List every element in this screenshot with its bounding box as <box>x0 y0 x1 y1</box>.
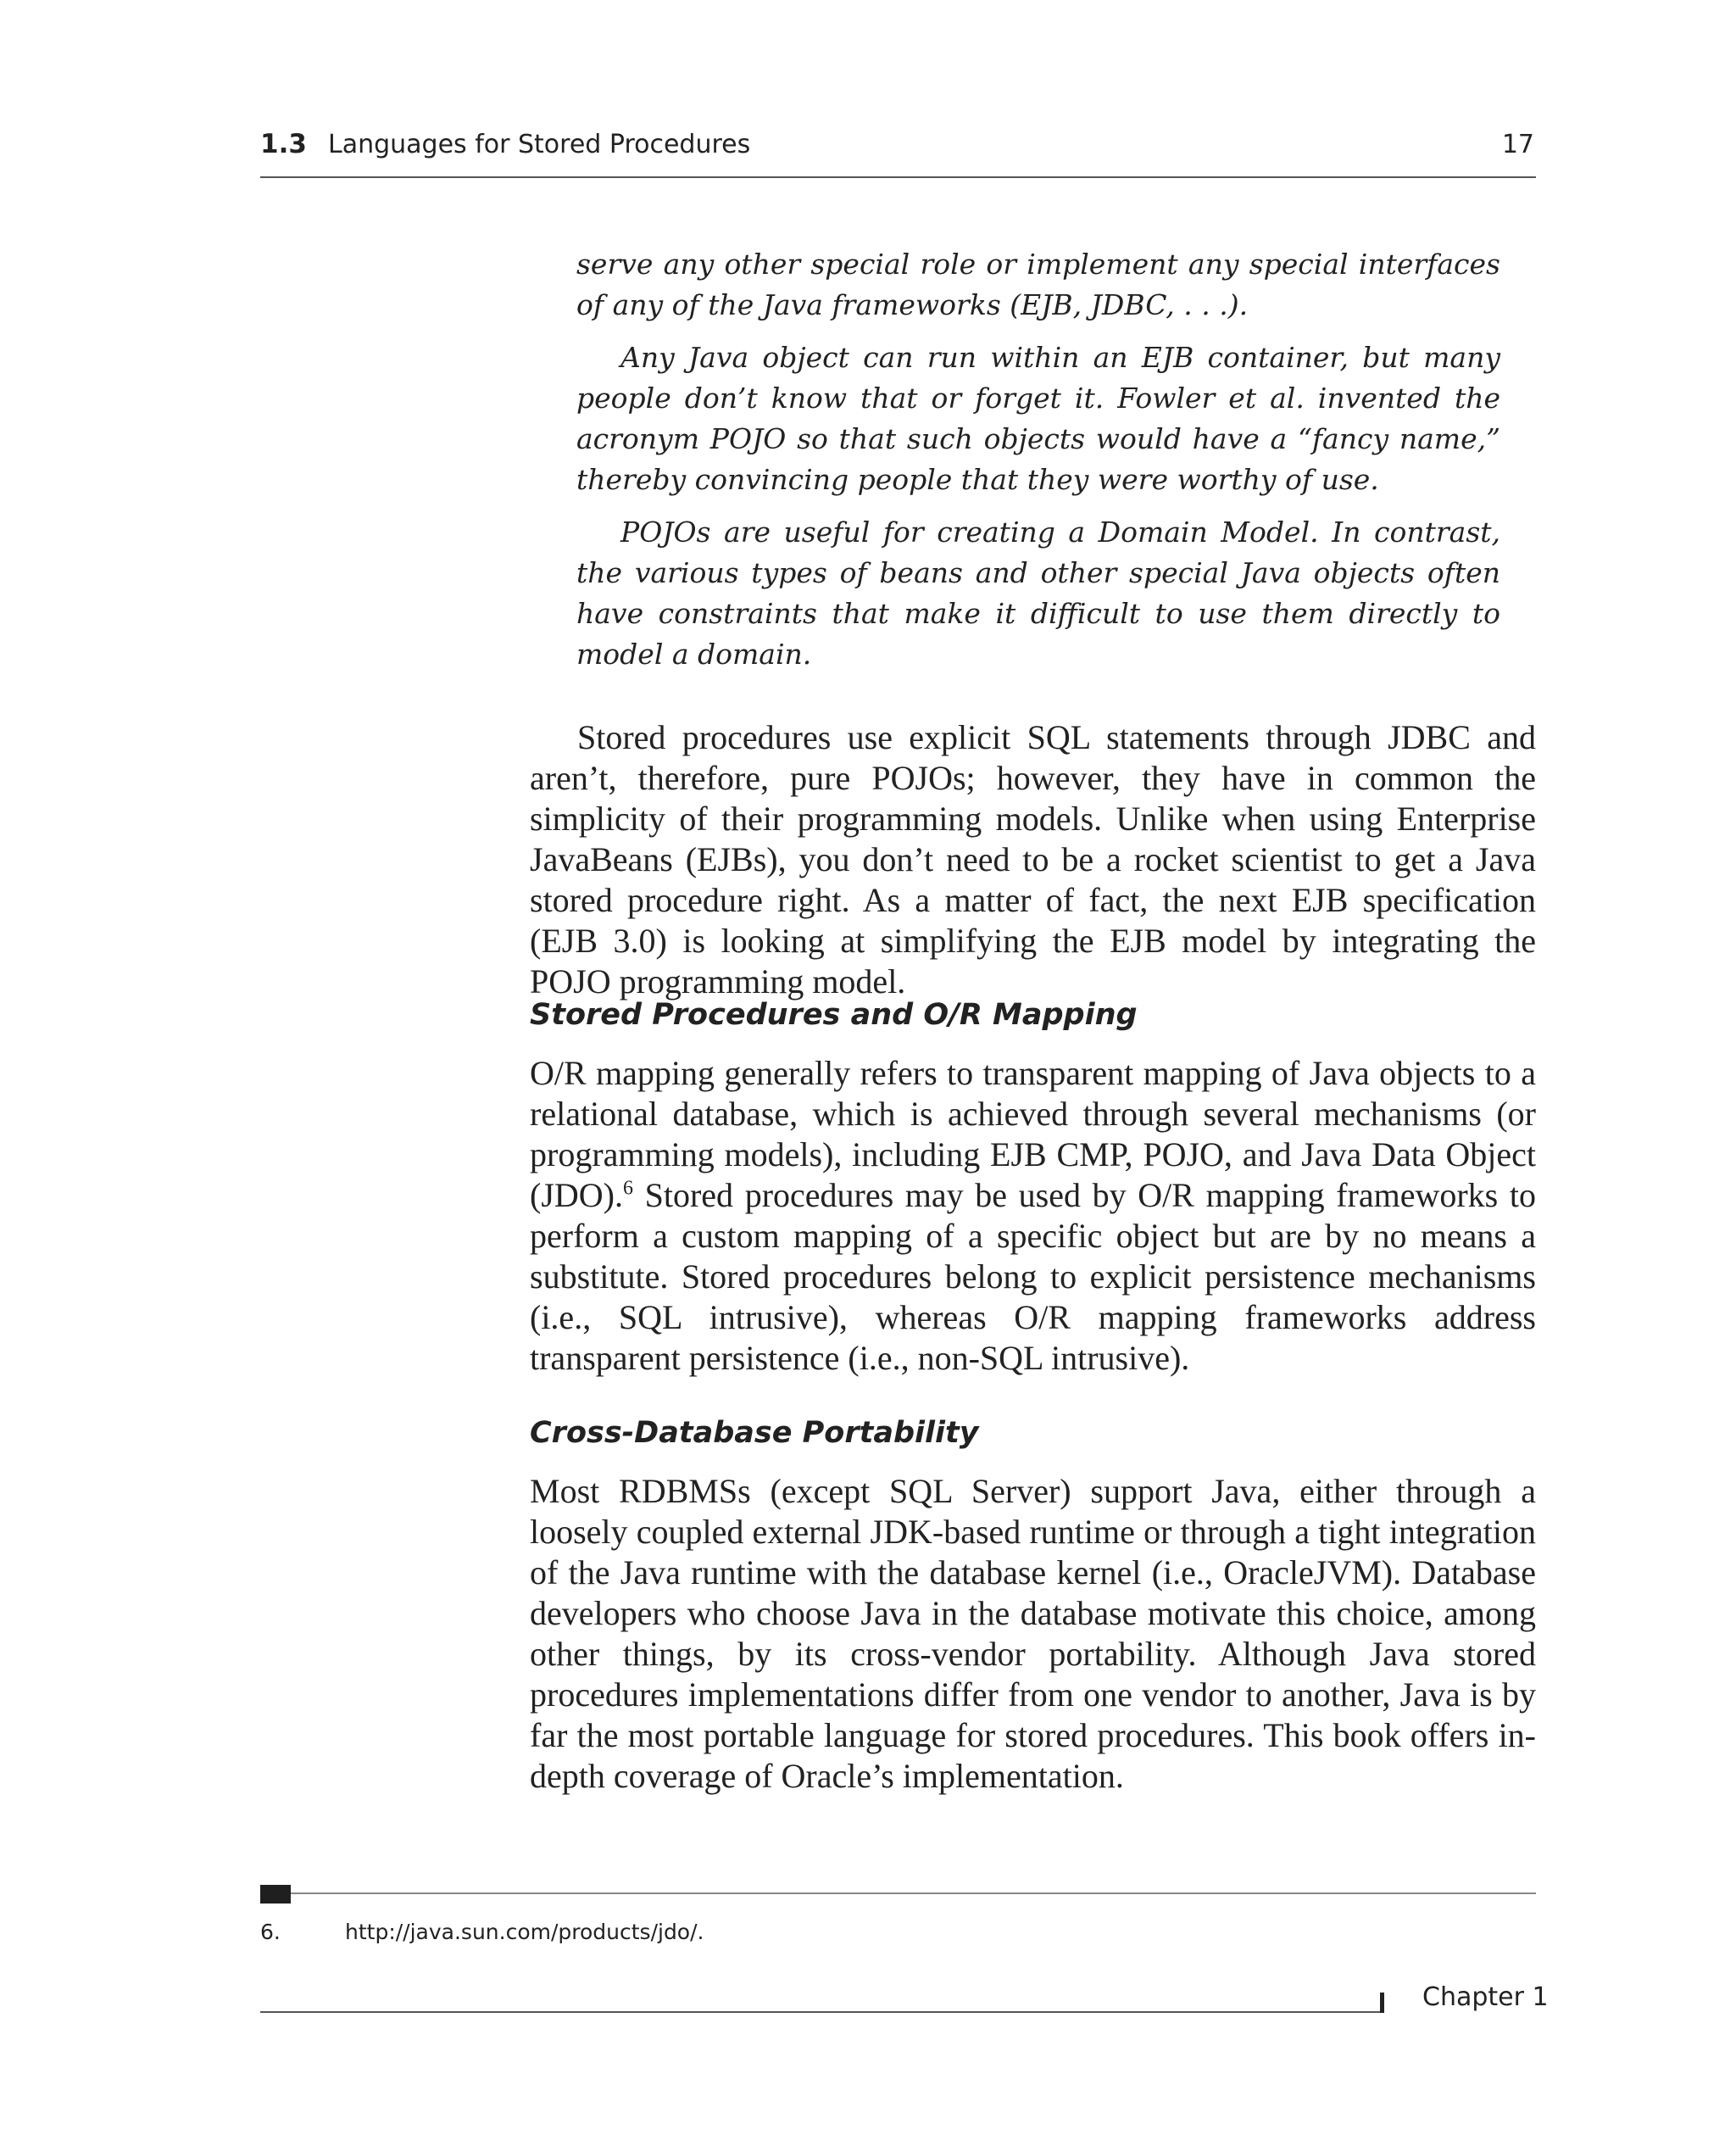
body-paragraph-3-block <box>530 1471 1536 1797</box>
footnote-url: http://java.sun.com/products/jdo/. <box>345 1920 704 1944</box>
body-paragraph-1: Stored procedures use explicit SQL statements through JDBC and aren’t, therefore, pure POJOs; however, they have in common the simplicity of their programming models. Unlike when using Enterprise JavaBeans (EJBs), you don’t need to be a rocket scientist to get a Java stored procedure right. As a matter of fact, the next EJB specification (EJB 3.0) is looking at simplifying the EJB model by integrating the POJO programming model. <box>530 718 1536 1001</box>
body-paragraph-2-block <box>530 1053 1536 1379</box>
quote-paragraph-3: POJOs are useful for creating a Domain Model. In contrast, the various types of beans and other special Java objects often have constraints that make it difficult to use them directly to model a domain. <box>576 516 1500 671</box>
body-paragraph-2-part-a: O/R mapping generally refers to transparent mapping of Java objects to a relational database, which is achieved through several mechanisms (or programming models), including EJB CMP, POJO, and Java Data Object (JDO). <box>530 1054 1536 1214</box>
section-title: Languages for Stored Procedures <box>328 130 751 159</box>
quote-paragraph-1: serve any other special role or implement any special interfaces of any of the Java frameworks (EJB, JDBC, . . .). <box>576 248 1500 321</box>
footnote-number: 6. <box>260 1920 281 1944</box>
footnote-rule <box>291 1892 1536 1894</box>
section-number: 1.3 <box>260 129 307 159</box>
body-paragraph-2-part-b: Stored procedures may be used by O/R mapping frameworks to perform a custom mapping of a specific object but are by no means a substitute. Stored procedures belong to explicit persistence mechanisms (i.e., SQL intrusive), whereas O/R mapping frameworks address transparent persistence (i.e., non-SQL intrusive). <box>530 1176 1536 1377</box>
heading-portability: Cross-Database Portability <box>530 1416 979 1450</box>
body-paragraph-3: Most RDBMSs (except SQL Server) support Java, either through a loosely coupled external JDK-based runtime or through a tight integration of the Java runtime with the database kernel (i.e., OracleJVM). Database developers who choose Java in the database motivate this choice, among other things, by its cross-vendor portability. Although Java stored procedures implementations differ from one vendor to another, Java is by far the most portable language for stored procedures. This book offers in-depth coverage of Oracle’s implementation. <box>530 1472 1536 1795</box>
footnote-marker-block <box>260 1885 291 1904</box>
body-paragraph-2 <box>530 1053 1536 1379</box>
running-header <box>260 129 1536 178</box>
footnote-ref-6: 6 <box>622 1177 633 1200</box>
footer-divider <box>1380 1993 1384 2013</box>
body-paragraph-1-block <box>530 717 1536 1002</box>
pojo-quote <box>576 244 1500 687</box>
page-number: 17 <box>1501 130 1534 159</box>
quote-paragraph-2: Any Java object can run within an EJB container, but many people don’t know that or forget it. Fowler et al. invented the acronym POJO so that such objects would have a “fancy name,” thereby convincing people that they were worthy of use. <box>576 341 1500 496</box>
footer-chapter: Chapter 1 <box>1422 1982 1549 2012</box>
heading-or-mapping: Stored Procedures and O/R Mapping <box>530 998 1138 1032</box>
footer-rule <box>260 2011 1383 2013</box>
